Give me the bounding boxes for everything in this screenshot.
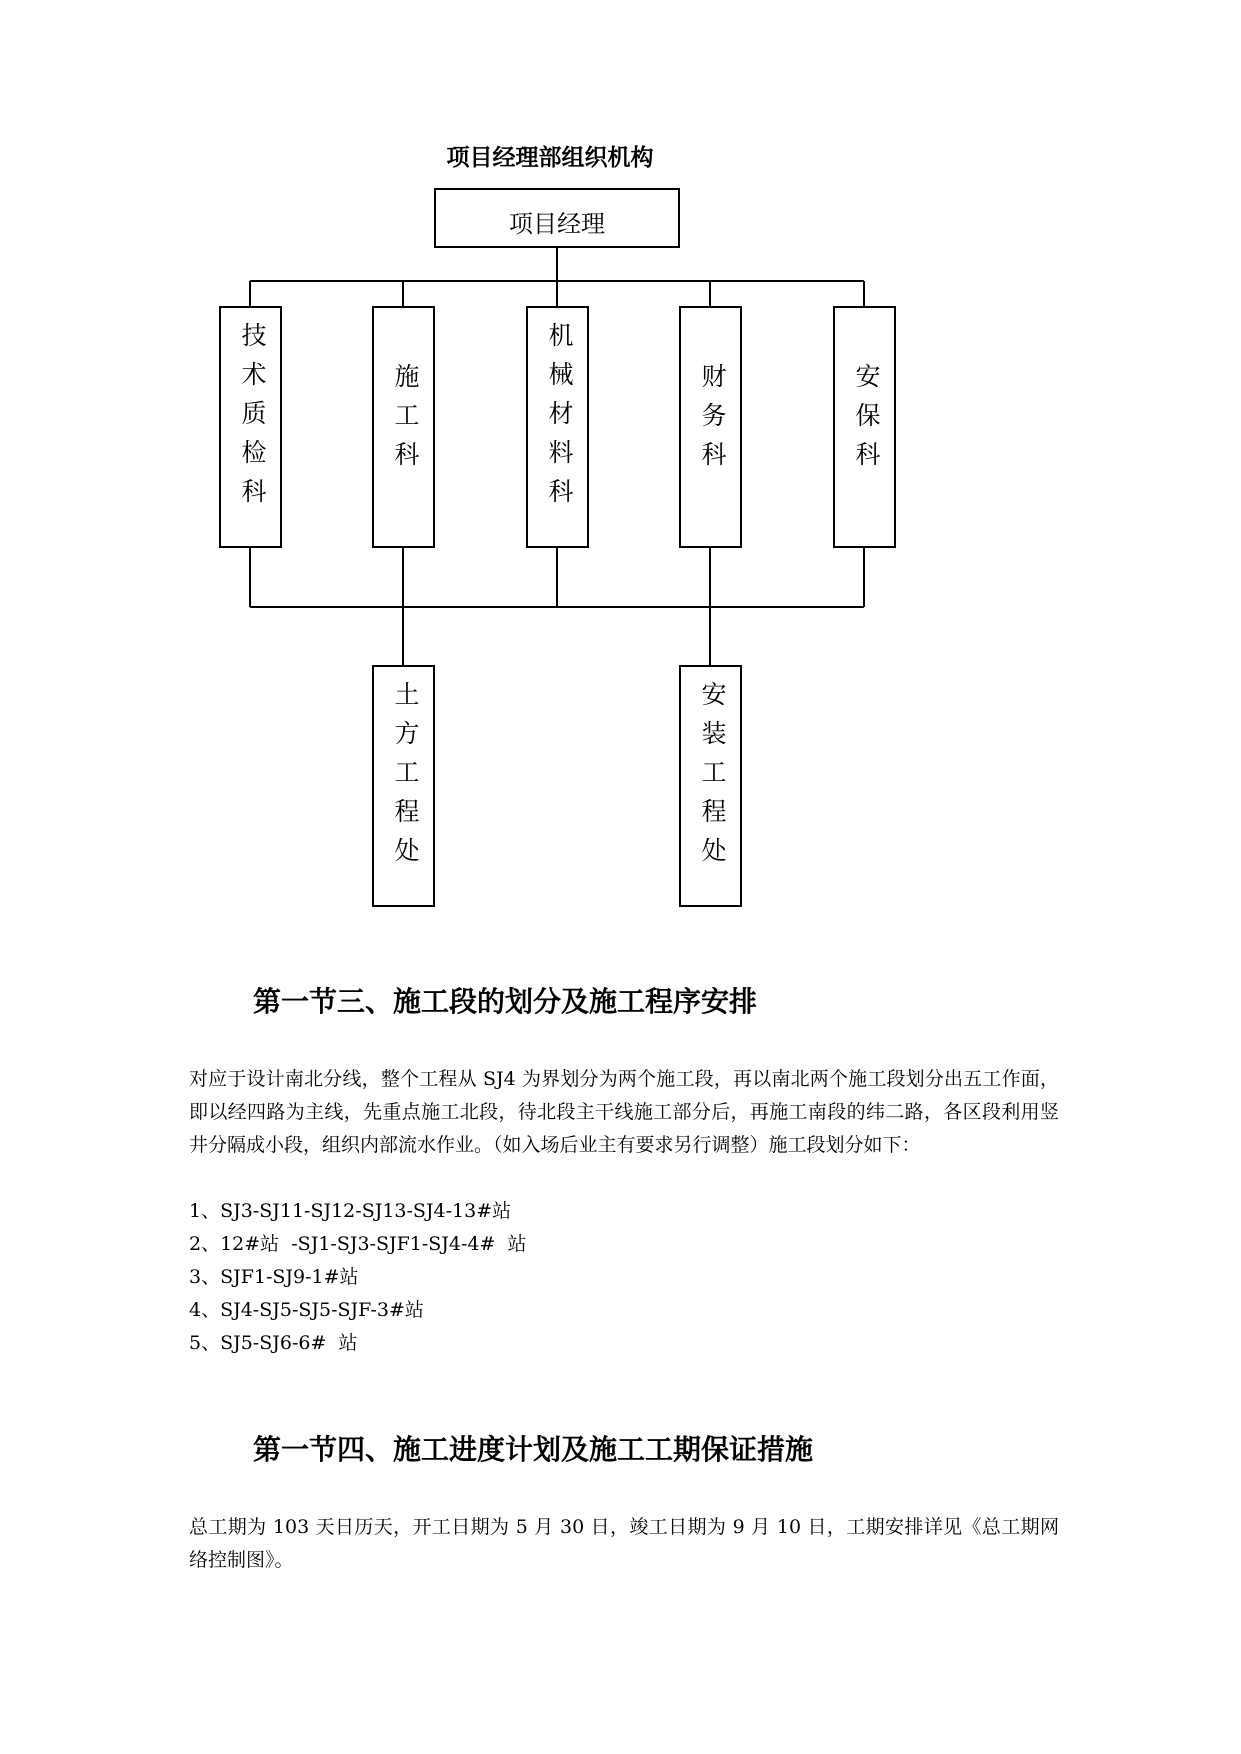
dept-label-1: 技术质检科 [238, 322, 267, 517]
section4-heading: 第一节四、施工进度计划及施工工期保证措施 [253, 1433, 814, 1466]
section3-heading: 第一节三、施工段的划分及施工程序安排 [253, 985, 758, 1018]
list-item: 3、SJF1-SJ9-1#站 [189, 1266, 359, 1288]
list-item: 5、SJ5-SJ6-6# 站 [189, 1332, 358, 1354]
section3-body: 对应于设计南北分线，整个工程从 SJ4 为界划分为两个施工段，再以南北两个施工段划分出五工作面，即以经四路为主线，先重点施工北段，待北段主干线施工部分后，再施工南段的纬二路，各区段利用竖井分隔成小段，组织内部流水作业。（如入场后业主有要求另行调整）施工段划分如下： [189, 1068, 1059, 1156]
dept-label-3: 机械材料科 [545, 322, 574, 517]
section4-body: 总工期为 103 天日历天，开工日期为 5 月 30 日，竣工日期为 9 月 10 日，工期安排详见《总工期网络控制图》。 [189, 1516, 1059, 1571]
list-item: 4、SJ4-SJ5-SJ5-SJF-3#站 [189, 1299, 424, 1321]
section3-list [189, 1195, 527, 1360]
list-item: 1、SJ3-SJ11-SJ12-SJ13-SJ4-13#站 [189, 1200, 512, 1222]
subunit-label-2: 安装工程处 [698, 681, 727, 876]
dept-label-2: 施工科 [391, 363, 420, 480]
dept-label-5: 安保科 [852, 363, 881, 480]
root-label: 项目经理 [509, 210, 605, 238]
subunit-label-1: 土方工程处 [391, 681, 420, 876]
org-chart-title: 项目经理部组织机构 [446, 145, 654, 171]
list-item: 2、12#站 -SJ1-SJ3-SJF1-SJ4-4# 站 [189, 1233, 527, 1255]
dept-label-4: 财务科 [698, 363, 727, 480]
